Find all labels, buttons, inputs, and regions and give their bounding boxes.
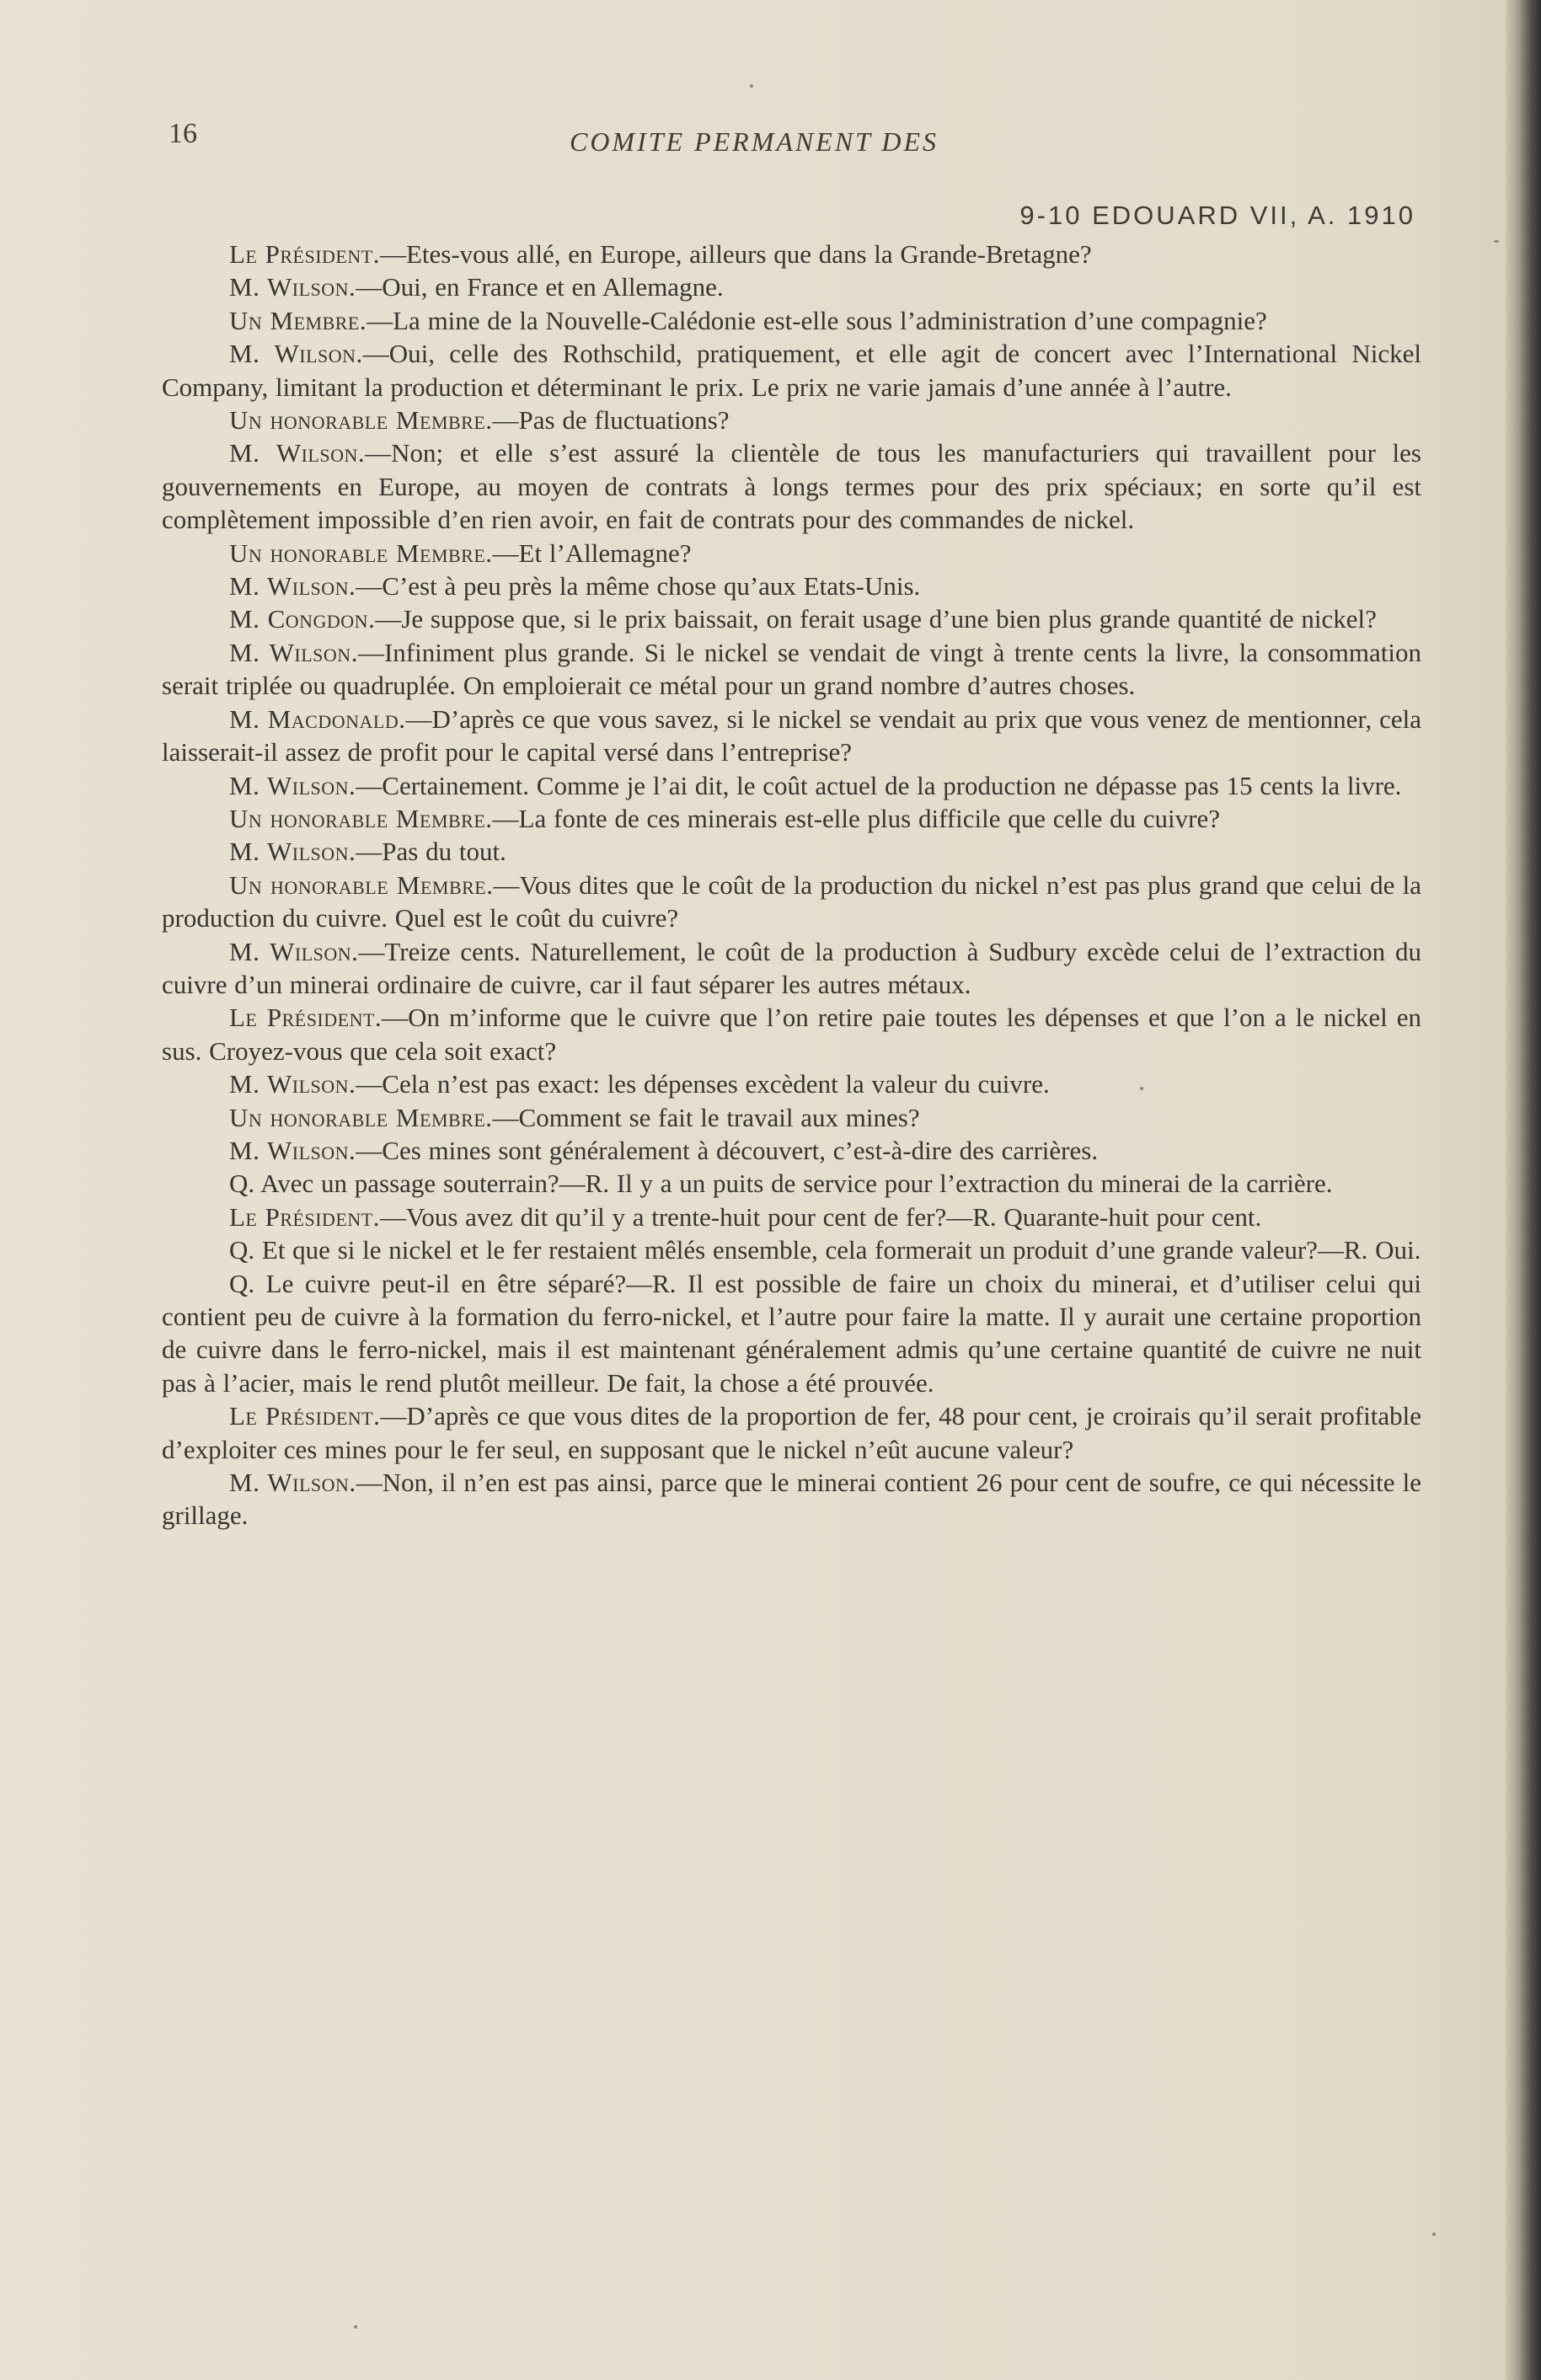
testimony-paragraph	[162, 1067, 1421, 1100]
paper-speck	[1494, 240, 1499, 243]
testimony-paragraph	[162, 769, 1421, 802]
paragraph-text: —Comment se fait le travail aux mines?	[492, 1102, 920, 1132]
paragraph-text: —Et l’Allemagne?	[492, 538, 692, 568]
paragraph-text: —Certainement. Comme je l’ai dit, le coût actuel de la production ne dépasse pas 15 cents la livre.	[356, 770, 1402, 800]
speaker-name: M. Wilson.	[229, 936, 359, 966]
paragraph-text: —Etes-vous allé, en Europe, ailleurs que dans la Grande-Bretagne?	[379, 239, 1092, 269]
paper-speck	[1432, 2233, 1436, 2236]
paragraph-text: —Pas du tout.	[356, 837, 506, 867]
paragraph-text: —Infiniment plus grande. Si le nickel se vendait de vingt à trente cents la livre, la consommation serait triplée ou quadruplée. On emploierait ce métal pour un grand nombre d’autres choses.	[162, 637, 1421, 701]
speaker-name: Un honorable Membre.	[229, 869, 494, 900]
testimony-paragraph	[162, 304, 1421, 337]
testimony-paragraph	[162, 1201, 1421, 1233]
paragraph-text: —On m’informe que le cuivre que l’on retire paie toutes les dépenses et que l’on a le nickel en sus. Croyez-vous que cela soit exact?	[162, 1003, 1421, 1066]
speaker-name: M. Congdon.	[229, 604, 376, 634]
paragraph-text: —Ces mines sont généralement à découvert, c’est-à-dire des carrières.	[356, 1135, 1099, 1165]
paragraph-text: —La mine de la Nouvelle-Calédonie est-elle sous l’administration d’une compagnie?	[367, 305, 1267, 335]
running-head: COMITE PERMANENT DES	[569, 126, 939, 157]
paragraph-text: —D’après ce que vous dites de la proportion de fer, 48 pour cent, je croirais qu’il serait profitable d’exploiter ces mines pour le fer seul, en supposant que le nickel n’eût aucune valeur?	[162, 1401, 1421, 1464]
speaker-name: Le Président.	[229, 1401, 381, 1431]
testimony-paragraph	[162, 602, 1421, 635]
speaker-name: M. Wilson.	[229, 1135, 356, 1165]
testimony-paragraph	[162, 1233, 1421, 1266]
speaker-name: M. Wilson.	[229, 770, 356, 800]
paragraph-text: —Oui, celle des Rothschild, pratiquement, et elle agit de concert avec l’International Nickel Company, limitant la production et déterminant le prix. Le prix ne varie jamais d’une année à l’autre.	[162, 339, 1422, 402]
speaker-name: Le Président.	[229, 239, 380, 269]
speaker-name: M. Wilson.	[229, 438, 366, 468]
speaker-name: M. Wilson.	[229, 1069, 356, 1099]
speaker-name: M. Wilson.	[229, 837, 356, 867]
testimony-paragraph	[162, 935, 1421, 1002]
paragraph-text: —La fonte de ces minerais est-elle plus difficile que celle du cuivre?	[492, 803, 1220, 833]
paragraph-text: —Oui, en France et en Allemagne.	[356, 272, 724, 302]
page-number: 16	[169, 118, 197, 149]
paragraph-text: —D’après ce que vous savez, si le nickel se vendait au prix que vous venez de mentionner, cela laisserait-il assez de profit pour le capital versé dans l’entreprise?	[162, 703, 1421, 767]
testimony-paragraph	[162, 1267, 1421, 1400]
page-binding-edge	[1506, 0, 1541, 2380]
paper-speck	[354, 2325, 357, 2329]
speaker-name: Un Membre.	[229, 305, 367, 335]
testimony-paragraph	[162, 1466, 1421, 1532]
speaker-name: M. Wilson.	[229, 272, 356, 302]
paragraph-text: —Je suppose que, si le prix baissait, on ferait usage d’une bien plus grande quantité de nickel?	[375, 604, 1377, 634]
paragraph-text: —Non; et elle s’est assuré la clientèle de tous les manufacturiers qui travaillent pour les gouvernements en Europe, au moyen de contrats à longs termes pour des prix spéciaux; en sorte qu’il est complètement impossible d’en rien avoir, en fait de contrats pour des commandes de nickel.	[162, 438, 1421, 535]
testimony-paragraph	[162, 1101, 1421, 1134]
testimony-paragraph	[162, 703, 1421, 769]
testimony-paragraph	[162, 270, 1421, 303]
paragraph-text: —Vous avez dit qu’il y a trente-huit pour cent de fer?—R. Quarante-huit pour cent.	[379, 1201, 1262, 1232]
testimony-paragraph	[162, 337, 1421, 404]
paragraph-text: —Non, il n’en est pas ainsi, parce que le minerai contient 26 pour cent de soufre, ce qui nécessite le grillage.	[162, 1468, 1421, 1531]
testimony-paragraph	[162, 1399, 1421, 1466]
testimony-paragraph	[162, 238, 1421, 270]
testimony-paragraph	[162, 1134, 1421, 1167]
paragraph-text: —C’est à peu près la même chose qu’aux Etats-Unis.	[356, 571, 921, 602]
paper-speck	[1140, 1087, 1143, 1090]
speaker-name: Un honorable Membre.	[229, 538, 493, 568]
speaker-name: M. Wilson.	[229, 1468, 356, 1498]
paragraph-text: —Treize cents. Naturellement, le coût de la production à Sudbury excède celui de l’extraction du cuivre d’un minerai ordinaire de cuivre, car il faut séparer les autres métaux.	[162, 936, 1421, 999]
paragraph-text: Q. Avec un passage souterrain?—R. Il y a un puits de service pour l’extraction du minerai de la carrière.	[229, 1169, 1333, 1199]
speaker-name: M. Wilson.	[229, 339, 363, 369]
testimony-paragraph	[162, 570, 1421, 602]
testimony-paragraph	[162, 636, 1421, 703]
paragraph-text: —Vous dites que le coût de la production du nickel n’est pas plus grand que celui de la production du cuivre. Quel est le coût du cuivre?	[162, 869, 1421, 933]
speaker-name: Un honorable Membre.	[229, 405, 493, 436]
speaker-name: M. Macdonald.	[229, 703, 406, 734]
testimony-paragraph	[162, 802, 1421, 835]
speaker-name: Le Président.	[229, 1003, 383, 1033]
paper-speck	[750, 84, 753, 88]
paragraph-text: Q. Le cuivre peut-il en être séparé?—R. Il est possible de faire un choix du minerai, et d’utiliser celui qui contient peu de cuivre à la formation du ferro-nickel, et l’autre pour faire la matte. Il y aurait une certaine proportion de cuivre dans le ferro-nickel, mais il est maintenant généralement admis qu’une certaine quantité de cuivre ne nuit pas à l’acier, mais le rend plutôt meilleur. De fait, la chose a été prouvée.	[162, 1268, 1421, 1398]
speaker-name: Le Président.	[229, 1201, 380, 1232]
body-text	[162, 238, 1421, 1532]
speaker-name: M. Wilson.	[229, 637, 358, 667]
testimony-paragraph	[162, 404, 1421, 436]
paragraph-text: —Cela n’est pas exact: les dépenses excèdent la valeur du cuivre.	[356, 1069, 1050, 1099]
speaker-name: Un honorable Membre.	[229, 803, 493, 833]
testimony-paragraph	[162, 537, 1421, 570]
testimony-paragraph	[162, 869, 1421, 935]
testimony-paragraph	[162, 835, 1421, 868]
testimony-paragraph	[162, 1167, 1421, 1200]
paragraph-text: Q. Et que si le nickel et le fer restaient mêlés ensemble, cela formerait un produit d’une grande valeur?—R. Oui.	[229, 1235, 1421, 1265]
speaker-name: Un honorable Membre.	[229, 1102, 493, 1132]
session-header: 9-10 EDOUARD VII, A. 1910	[1019, 201, 1415, 230]
speaker-name: M. Wilson.	[229, 571, 356, 602]
paragraph-text: —Pas de fluctuations?	[492, 405, 730, 436]
testimony-paragraph	[162, 1001, 1421, 1067]
testimony-paragraph	[162, 436, 1421, 536]
